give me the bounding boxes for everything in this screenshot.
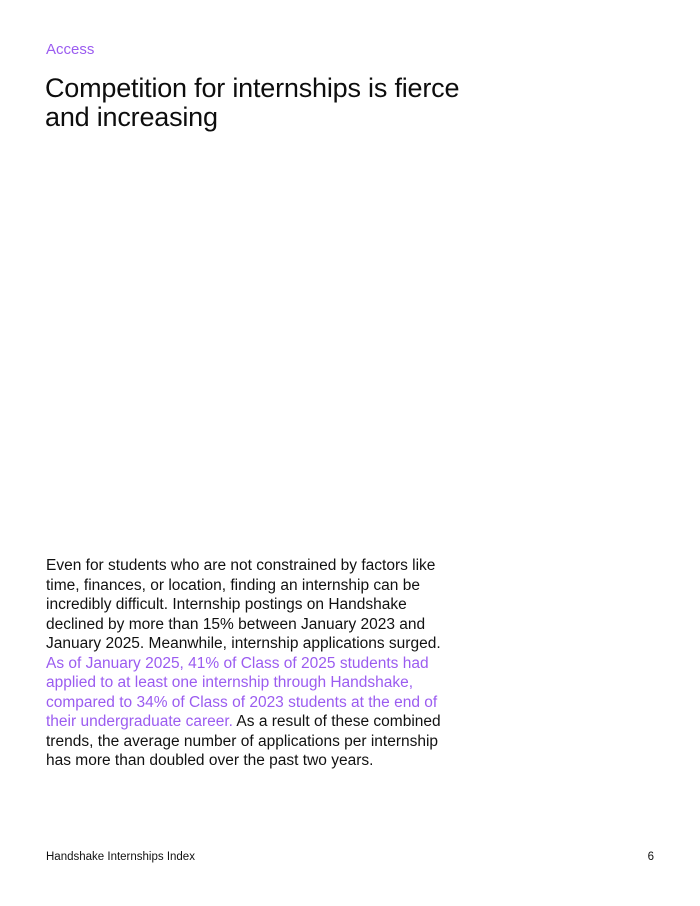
body-text-intro: Even for students who are not constrained by factors like time, finances, or location, finding an internship can be incredibly difficult. Internship postings on Handshake declined by more than 15% between January 2023 and January 2025. Meanwhile, internship applications surged.	[46, 557, 441, 652]
section-label: Access	[46, 41, 95, 58]
body-text-highlight: As of January 2025, 41% of Class of 2025 students had applied to at least one internship through Handshake, compared to 34% of Class of 2023 students at the end of their undergraduate career.	[46, 654, 438, 730]
body-text-outro: As a result of these combined trends, the average number of applications per internship has more than doubled over the past two years.	[46, 713, 441, 769]
body-paragraph	[46, 556, 451, 771]
page-title: Competition for internships is fierce and increasing	[45, 73, 460, 132]
footer-page-number: 6	[647, 851, 654, 863]
footer-publication: Handshake Internships Index	[46, 851, 195, 863]
